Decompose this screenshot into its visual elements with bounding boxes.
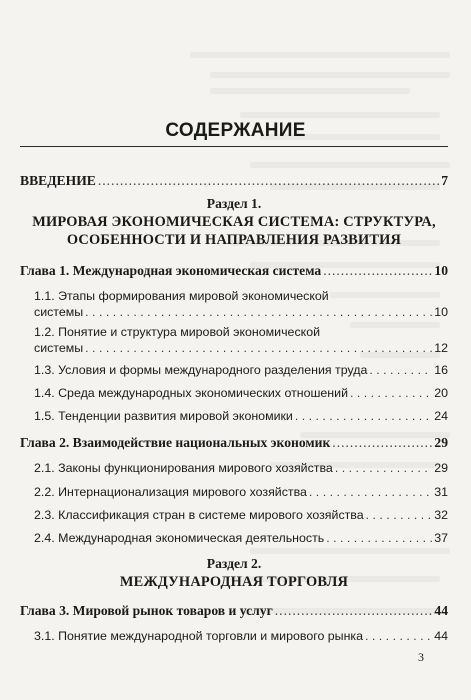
toc-chapter-entry[interactable] bbox=[20, 602, 448, 619]
toc-entry-label: 1.5. Тенденции развития мировой экономики bbox=[34, 409, 293, 423]
dot-leader bbox=[366, 507, 433, 524]
page-title: СОДЕРЖАНИЕ bbox=[165, 120, 306, 141]
toc-page-number: 24 bbox=[434, 409, 448, 423]
toc-entry-label: ВВЕДЕНИЕ bbox=[20, 173, 96, 188]
toc-page-number: 20 bbox=[434, 386, 448, 400]
section-label: Раздел 2. bbox=[206, 556, 262, 571]
toc-page-number: 12 bbox=[434, 341, 448, 355]
toc-page-number: 37 bbox=[434, 531, 448, 545]
dot-leader bbox=[98, 172, 439, 189]
toc-page-number: 16 bbox=[434, 363, 448, 377]
section-title-line: МИРОВАЯ ЭКОНОМИЧЕСКАЯ СИСТЕМА: СТРУКТУРА, bbox=[32, 214, 436, 230]
toc-subsection-entry[interactable] bbox=[34, 362, 448, 379]
toc-chapter-entry[interactable] bbox=[20, 262, 448, 279]
toc-entry-label: 1.3. Условия и формы международного разделения труда bbox=[34, 363, 368, 377]
toc-page-number: 31 bbox=[434, 485, 448, 499]
toc-entry-label: Глава 3. Мировой рынок товаров и услуг bbox=[20, 603, 273, 618]
toc-entry-label: Глава 2. Взаимодействие национальных экономик bbox=[20, 435, 331, 450]
toc-subsection-entry[interactable] bbox=[34, 628, 448, 645]
toc-entry-label: 2.2. Интернационализация мирового хозяйства bbox=[34, 485, 307, 499]
toc-entry-label: системы bbox=[34, 305, 84, 319]
toc-entry-label: системы bbox=[34, 341, 84, 355]
section-title-line: ОСОБЕННОСТИ И НАПРАВЛЕНИЯ РАЗВИТИЯ bbox=[66, 232, 402, 248]
toc-chapter-entry[interactable] bbox=[20, 434, 448, 451]
dot-leader bbox=[369, 362, 432, 379]
section-title-line: МЕЖДУНАРОДНАЯ ТОРГОВЛЯ bbox=[119, 574, 349, 590]
toc-entry-label: 1.4. Среда международных экономических отношений bbox=[34, 386, 348, 400]
toc-subsection-entry[interactable] bbox=[34, 385, 448, 402]
toc-entry-intro[interactable] bbox=[20, 172, 448, 189]
toc-page-number: 29 bbox=[434, 435, 448, 450]
toc-entry-label: 2.4. Международная экономическая деятельность bbox=[34, 531, 325, 545]
section-label: Раздел 1. bbox=[206, 196, 262, 211]
dot-leader bbox=[350, 385, 432, 402]
title-divider bbox=[20, 146, 448, 147]
dot-leader bbox=[365, 628, 432, 645]
toc-page-number: 10 bbox=[434, 305, 448, 319]
dot-leader bbox=[295, 408, 432, 425]
dot-leader bbox=[85, 340, 432, 357]
toc-subsection-entry[interactable] bbox=[34, 507, 448, 524]
toc-page-number: 44 bbox=[434, 603, 448, 618]
toc-subsection-entry[interactable] bbox=[34, 408, 448, 425]
page-number: 3 bbox=[418, 650, 424, 664]
dot-leader bbox=[309, 484, 432, 501]
toc-page-number: 10 bbox=[434, 263, 448, 278]
dot-leader bbox=[335, 460, 432, 477]
toc-subsection-entry[interactable] bbox=[34, 484, 448, 501]
toc-page-number: 44 bbox=[434, 629, 448, 643]
toc-entry-label[interactable]: 1.2. Понятие и структура мировой экономической bbox=[34, 325, 321, 339]
toc-entry-label: 3.1. Понятие международной торговли и мирового рынка bbox=[34, 629, 364, 643]
dot-leader bbox=[326, 530, 432, 547]
dot-leader bbox=[275, 602, 433, 619]
toc-subsection-entry[interactable] bbox=[34, 530, 448, 547]
toc-entry-label: 2.3. Классификация стран в системе мирового хозяйства bbox=[34, 508, 364, 522]
dot-leader bbox=[323, 262, 432, 279]
toc-entry-label: 2.1. Законы функционирования мирового хозяйства bbox=[34, 461, 333, 475]
dot-leader bbox=[332, 434, 432, 451]
toc-subsection-entry[interactable] bbox=[34, 304, 448, 321]
toc-page-number: 32 bbox=[434, 508, 448, 522]
toc-entry-label: Глава 1. Международная экономическая система bbox=[20, 263, 322, 278]
toc-subsection-entry[interactable] bbox=[34, 460, 448, 477]
dot-leader bbox=[85, 304, 432, 321]
toc-page-number: 7 bbox=[441, 173, 448, 188]
toc-page-number: 29 bbox=[434, 461, 448, 475]
toc-entry-label[interactable]: 1.1. Этапы формирования мировой экономической bbox=[34, 289, 329, 303]
toc-subsection-entry[interactable] bbox=[34, 340, 448, 357]
